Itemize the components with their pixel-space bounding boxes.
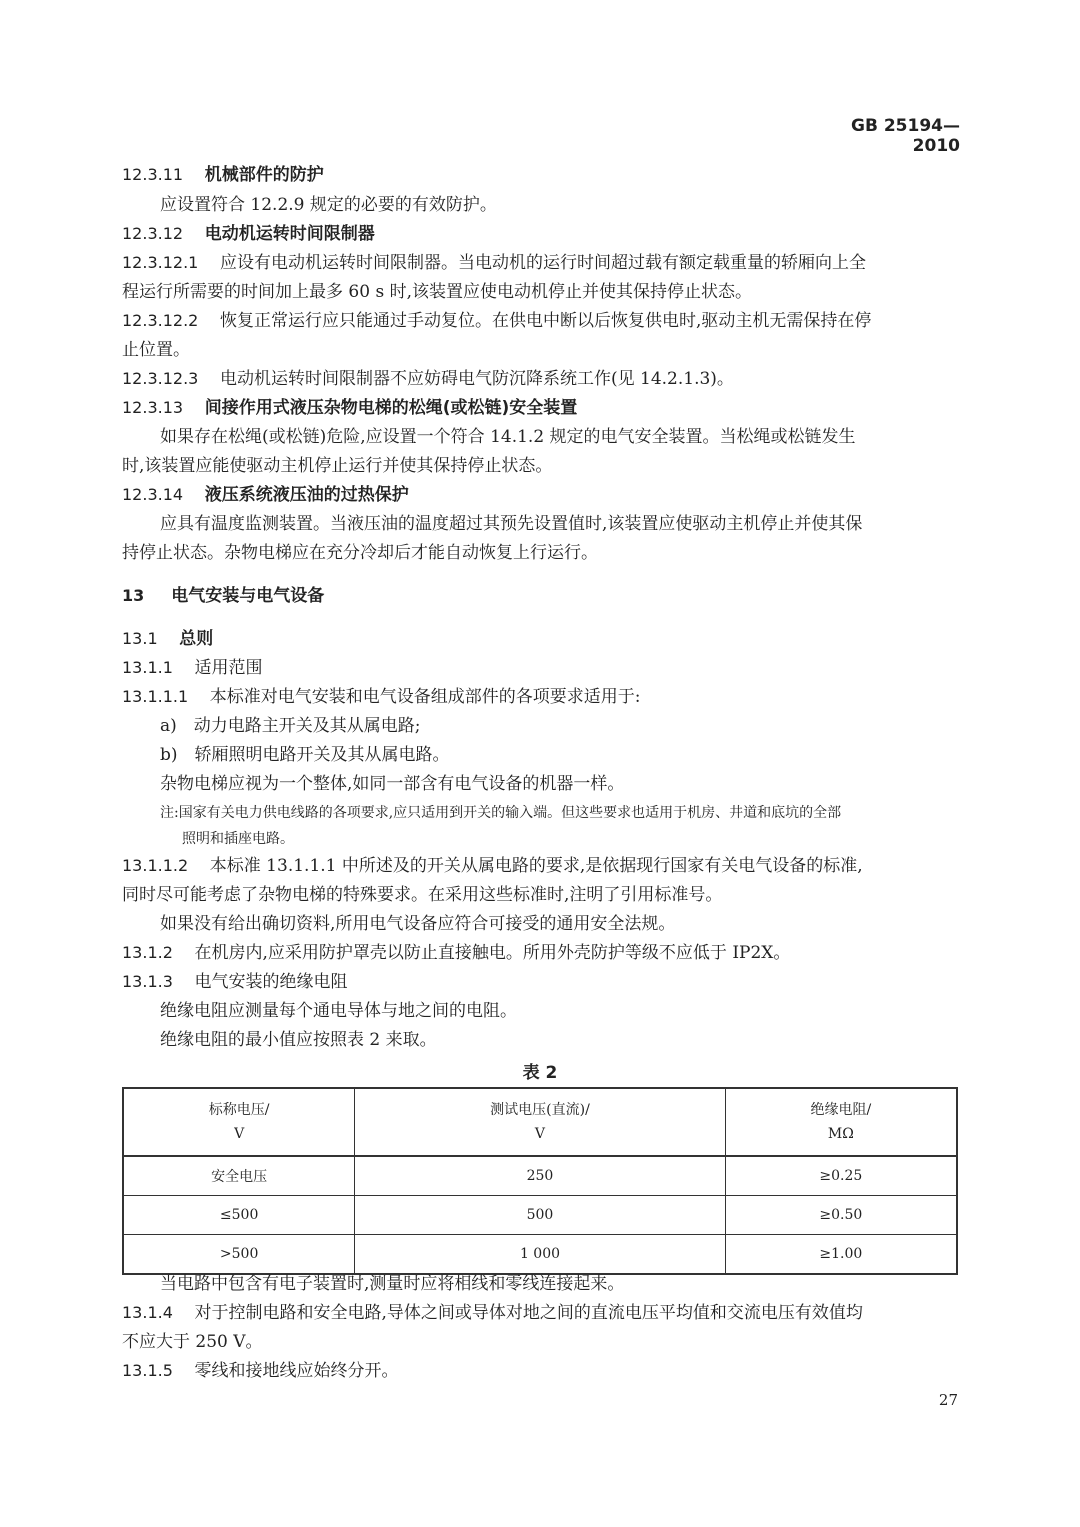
clause-12-3-12-heading bbox=[122, 222, 375, 246]
clause-12-3-14-heading bbox=[122, 483, 409, 507]
standard-code: GB 25194—2010 bbox=[851, 116, 960, 156]
clause-number: 12.3.12 bbox=[122, 224, 184, 243]
paragraph: 当电路中包含有电子装置时,测量时应将相线和零线连接起来。 bbox=[160, 1274, 625, 1294]
paragraph: 绝缘电阻应测量每个通电导体与地之间的电阻。 bbox=[160, 1001, 517, 1021]
clause-number: 12.3.13 bbox=[122, 398, 184, 417]
clause-text: 本标准对电气安装和电气设备组成部件的各项要求适用于: bbox=[209, 687, 641, 707]
paragraph: 如果没有给出确切资料,所用电气设备应符合可接受的通用安全法规。 bbox=[160, 914, 676, 934]
list-item-a: a) 动力电路主开关及其从属电路; bbox=[160, 716, 421, 736]
clause-number: 12.3.11 bbox=[122, 165, 184, 184]
table-cell: ≤500 bbox=[123, 1196, 355, 1235]
clause-13-1-heading bbox=[122, 627, 213, 651]
clause-text: 零线和接地线应始终分开。 bbox=[194, 1361, 399, 1381]
clause-text: 电气安装的绝缘电阻 bbox=[194, 972, 348, 992]
table-cell: ≥0.25 bbox=[725, 1156, 957, 1196]
clause-13-1-2 bbox=[122, 941, 790, 965]
clause-text: 如果存在松绳(或松链)危险,应设置一个符合 14.1.2 规定的电气安全装置。当松绳或松链发生 bbox=[160, 427, 856, 447]
clause-number: 12.3.14 bbox=[122, 485, 184, 504]
table-cell: ≥0.50 bbox=[725, 1196, 957, 1235]
table-cell: ≥1.00 bbox=[725, 1235, 957, 1275]
header-unit: MΩ bbox=[827, 1126, 854, 1142]
table-row bbox=[123, 1196, 957, 1235]
clause-number: 13.1.2 bbox=[122, 943, 173, 962]
clause-number: 12.3.12.2 bbox=[122, 311, 199, 330]
clause-title: 电动机运转时间限制器 bbox=[204, 224, 375, 244]
clause-number: 13.1.1.1 bbox=[122, 687, 189, 706]
table-cell: 安全电压 bbox=[123, 1156, 355, 1196]
note-line: 注:国家有关电力供电线路的各项要求,应只适用到开关的输入端。但这些要求也适用于机房、井道和底坑的全部 bbox=[160, 805, 842, 821]
clause-number: 13.1 bbox=[122, 629, 158, 648]
clause-text: 应设置符合 12.2.9 规定的必要的有效防护。 bbox=[160, 195, 497, 215]
table-header-cell bbox=[355, 1088, 725, 1156]
table-header-row bbox=[123, 1088, 957, 1156]
clause-title: 液压系统液压油的过热保护 bbox=[204, 485, 409, 505]
header-line: 测试电压(直流)/ bbox=[490, 1102, 590, 1118]
clause-number: 13.1.1 bbox=[122, 658, 173, 677]
clause-text: 电动机运转时间限制器不应妨碍电气防沉降系统工作(见 14.2.1.3)。 bbox=[219, 369, 734, 389]
clause-number: 13.1.5 bbox=[122, 1361, 173, 1380]
clause-text-continued: 不应大于 250 V。 bbox=[122, 1332, 263, 1352]
clause-number: 12.3.12.1 bbox=[122, 253, 199, 272]
clause-text: 适用范围 bbox=[194, 658, 263, 678]
chapter-number: 13 bbox=[122, 586, 145, 605]
table-header-cell bbox=[725, 1088, 957, 1156]
page-number: 27 bbox=[938, 1391, 958, 1409]
clause-number: 13.1.4 bbox=[122, 1303, 173, 1322]
table-header-cell bbox=[123, 1088, 355, 1156]
clause-title: 间接作用式液压杂物电梯的松绳(或松链)安全装置 bbox=[204, 398, 578, 418]
clause-13-1-1-1 bbox=[122, 685, 641, 709]
clause-text-continued: 同时尽可能考虑了杂物电梯的特殊要求。在采用这些标准时,注明了引用标准号。 bbox=[122, 885, 723, 905]
table-row bbox=[123, 1235, 957, 1275]
table-cell: 500 bbox=[355, 1196, 725, 1235]
clause-12-3-12-2 bbox=[122, 309, 871, 333]
clause-12-3-11-heading bbox=[122, 163, 324, 187]
chapter-13-heading bbox=[122, 584, 324, 608]
header-unit: V bbox=[234, 1126, 245, 1142]
header-line: 标称电压/ bbox=[208, 1102, 270, 1118]
clause-text: 本标准 13.1.1.1 中所述及的开关从属电路的要求,是依据现行国家有关电气设备的标准, bbox=[209, 856, 863, 876]
clause-13-1-1-2 bbox=[122, 854, 863, 878]
clause-text-continued: 时,该装置应能使驱动主机停止运行并使其保持停止状态。 bbox=[122, 456, 553, 476]
clause-text-continued: 程运行所需要的时间加上最多 60 s 时,该装置应使电动机停止并使其保持停止状态。 bbox=[122, 282, 752, 302]
clause-13-1-5 bbox=[122, 1359, 399, 1383]
clause-12-3-13-heading bbox=[122, 396, 577, 420]
paragraph: 绝缘电阻的最小值应按照表 2 来取。 bbox=[160, 1030, 437, 1050]
clause-text: 应具有温度监测装置。当液压油的温度超过其预先设置值时,该装置应使驱动主机停止并使其保 bbox=[160, 514, 863, 534]
clause-number: 13.1.1.2 bbox=[122, 856, 189, 875]
insulation-resistance-table bbox=[122, 1087, 958, 1275]
clause-text: 恢复正常运行应只能通过手动复位。在供电中断以后恢复供电时,驱动主机无需保持在停 bbox=[219, 311, 872, 331]
table-row bbox=[123, 1156, 957, 1196]
clause-13-1-3 bbox=[122, 970, 348, 994]
clause-12-3-12-1 bbox=[122, 251, 866, 275]
clause-text-continued: 止位置。 bbox=[122, 340, 190, 360]
clause-title: 总则 bbox=[179, 629, 214, 649]
list-item-b: b) 轿厢照明电路开关及其从属电路。 bbox=[160, 745, 450, 765]
clause-12-3-12-3 bbox=[122, 367, 734, 391]
clause-13-1-1 bbox=[122, 656, 263, 680]
clause-text: 应设有电动机运转时间限制器。当电动机的运行时间超过载有额定载重量的轿厢向上全 bbox=[219, 253, 866, 273]
clause-text: 在机房内,应采用防护罩壳以防止直接触电。所用外壳防护等级不应低于 IP2X。 bbox=[194, 943, 791, 963]
table-cell: 250 bbox=[355, 1156, 725, 1196]
clause-number: 12.3.12.3 bbox=[122, 369, 199, 388]
clause-13-1-4 bbox=[122, 1301, 863, 1325]
note-line-continued: 照明和插座电路。 bbox=[182, 831, 294, 847]
header-unit: V bbox=[534, 1126, 546, 1142]
clause-number: 13.1.3 bbox=[122, 972, 173, 991]
table-title: 表 2 bbox=[522, 1063, 558, 1083]
clause-text-continued: 持停止状态。杂物电梯应在充分冷却后才能自动恢复上行运行。 bbox=[122, 543, 598, 563]
clause-text: 对于控制电路和安全电路,导体之间或导体对地之间的直流电压平均值和交流电压有效值均 bbox=[194, 1303, 863, 1323]
table-cell: 1 000 bbox=[355, 1235, 725, 1275]
clause-title: 机械部件的防护 bbox=[204, 165, 324, 185]
chapter-title: 电气安装与电气设备 bbox=[171, 586, 325, 606]
paragraph: 杂物电梯应视为一个整体,如同一部含有电气设备的机器一样。 bbox=[160, 774, 625, 794]
header-line: 绝缘电阻/ bbox=[810, 1102, 872, 1118]
table-cell: >500 bbox=[123, 1235, 355, 1275]
